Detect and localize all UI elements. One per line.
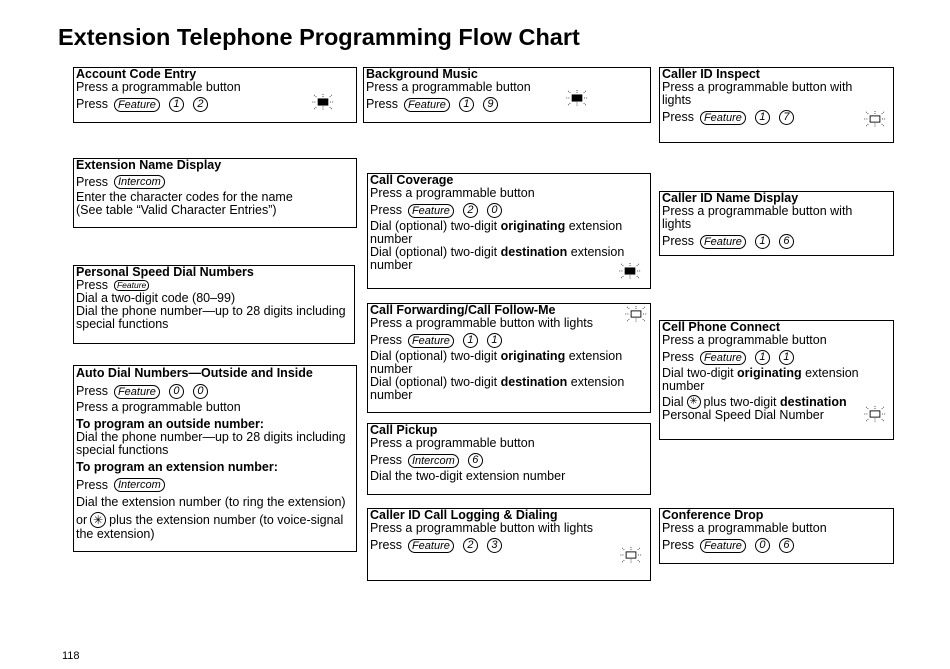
box-call-forwarding [367, 303, 651, 413]
box-title: Auto Dial Numbers—Outside and Inside [76, 366, 313, 380]
box-title: Extension Name Display [76, 158, 222, 172]
box-caller-id-call-logging [367, 508, 651, 581]
box-extension-name-display [73, 158, 357, 228]
digit-key: 3 [487, 538, 502, 553]
box-caller-id-name-display [659, 191, 894, 256]
instruction: number [662, 379, 705, 393]
digit-key: 6 [468, 453, 483, 468]
lamp-lit-icon [619, 263, 641, 279]
key-sequence [76, 478, 354, 492]
digit-key: 2 [193, 97, 208, 112]
instruction: Press a programmable button [370, 186, 535, 200]
box-title: Call Forwarding/Call Follow-Me [370, 303, 556, 317]
box-auto-dial-numbers [73, 365, 357, 552]
feature-key: Feature [404, 98, 450, 112]
lamp-lit-icon [566, 90, 588, 106]
press-label: Press [662, 234, 694, 248]
digit-key: 1 [755, 234, 770, 249]
lamp-lit-icon [312, 94, 334, 110]
instruction: special functions [76, 443, 169, 457]
instruction: number [370, 258, 413, 272]
instruction: Press a programmable button [662, 333, 827, 347]
box-title: Account Code Entry [76, 67, 197, 81]
box-call-pickup [367, 423, 651, 495]
instruction: Dial the extension number (to ring the extension) [76, 495, 346, 509]
box-background-music [363, 67, 651, 123]
instruction: Dial ✳ plus two-digit destination [662, 394, 847, 409]
instruction: Press a programmable button with [662, 204, 853, 218]
box-call-coverage [367, 173, 651, 289]
page-number: 118 [62, 650, 80, 662]
press-label: Press [370, 453, 402, 467]
press-label: Press [370, 333, 402, 347]
instruction: Dial (optional) two-digit originating extension [370, 349, 623, 363]
instruction: special functions [76, 317, 169, 331]
key-sequence [370, 453, 648, 468]
digit-key: 1 [169, 97, 184, 112]
key-sequence [370, 333, 648, 348]
box-title: Call Pickup [370, 423, 438, 437]
key-sequence [662, 350, 891, 365]
feature-key: Feature [114, 280, 149, 291]
lamp-flashing-icon [625, 306, 647, 322]
press-label: Press [76, 174, 108, 189]
press-label: Press [76, 477, 108, 492]
instruction: Dial (optional) two-digit destination extension [370, 375, 625, 389]
instruction: Dial (optional) two-digit destination extension [370, 245, 625, 259]
box-personal-speed-dial [73, 265, 355, 344]
press-label: Press [662, 110, 694, 124]
page-title: Extension Telephone Programming Flow Chart [58, 24, 580, 50]
box-title: Cell Phone Connect [662, 320, 781, 334]
press-label: Press [76, 384, 108, 398]
feature-key: Feature [700, 235, 746, 249]
instruction: Press a programmable button [76, 400, 241, 414]
box-title: Conference Drop [662, 508, 764, 522]
key-sequence [76, 175, 354, 189]
press-label: Press [662, 350, 694, 364]
intercom-key: Intercom [114, 478, 165, 492]
digit-key: 6 [779, 538, 794, 553]
feature-key: Feature [114, 385, 160, 399]
box-title: Personal Speed Dial Numbers [76, 265, 254, 279]
instruction: Press a programmable button [370, 436, 535, 450]
instruction: number [370, 362, 413, 376]
digit-key: 1 [755, 350, 770, 365]
digit-key: 6 [779, 234, 794, 249]
feature-key: Feature [408, 334, 454, 348]
press-label: Press [76, 278, 108, 292]
digit-key: 1 [779, 350, 794, 365]
key-sequence [662, 538, 891, 553]
box-account-code-entry [73, 67, 357, 123]
box-title: Caller ID Name Display [662, 191, 799, 205]
digit-key: 1 [463, 333, 478, 348]
instruction: number [370, 388, 413, 402]
instruction: Dial two-digit originating extension [662, 366, 859, 380]
instruction: Dial the two-digit extension number [370, 469, 566, 483]
digit-key: 7 [779, 110, 794, 125]
instruction: Dial a two-digit code (80–99) [76, 291, 236, 305]
digit-key: 2 [463, 538, 478, 553]
digit-key: 0 [487, 203, 502, 218]
instruction: the extension) [76, 527, 155, 541]
key-sequence [370, 538, 648, 553]
box-title: Call Coverage [370, 173, 454, 187]
key-sequence [662, 234, 891, 249]
key-sequence [662, 110, 891, 125]
subheading: To program an extension number: [76, 460, 278, 474]
instruction: Press a programmable button [366, 80, 531, 94]
feature-key: Feature [700, 111, 746, 125]
lamp-flashing-icon [864, 406, 886, 422]
digit-key: 9 [483, 97, 498, 112]
press-label: Press [76, 97, 108, 111]
lamp-flashing-icon [864, 111, 886, 127]
digit-key: 1 [755, 110, 770, 125]
instruction: Dial the phone number—up to 28 digits including [76, 430, 346, 444]
digit-key: 2 [463, 203, 478, 218]
box-title: Background Music [366, 67, 478, 81]
feature-key: Feature [700, 539, 746, 553]
instruction: Press a programmable button [662, 521, 827, 535]
feature-key: Feature [700, 351, 746, 365]
key-sequence [366, 97, 648, 112]
box-conference-drop [659, 508, 894, 564]
press-label: Press [370, 538, 402, 552]
digit-key: 0 [755, 538, 770, 553]
digit-key: 1 [459, 97, 474, 112]
instruction: lights [662, 93, 692, 107]
subheading: To program an outside number: [76, 417, 264, 431]
instruction: (See table “Valid Character Entries”) [76, 203, 277, 217]
box-title: Caller ID Inspect [662, 67, 760, 81]
star-key-icon: ✳ [687, 395, 701, 409]
instruction: Press a programmable button [76, 80, 241, 94]
box-cell-phone-connect [659, 320, 894, 440]
key-sequence [76, 384, 354, 399]
press-label: Press [366, 97, 398, 111]
box-caller-id-inspect [659, 67, 894, 143]
intercom-key: Intercom [114, 175, 165, 189]
lamp-flashing-icon [620, 547, 642, 563]
instruction: Dial the phone number—up to 28 digits including [76, 304, 346, 318]
instruction: Press a programmable button with lights [370, 316, 594, 330]
box-title: Caller ID Call Logging & Dialing [370, 508, 558, 522]
feature-key: Feature [408, 204, 454, 218]
star-key-icon: ✳ [90, 512, 106, 528]
feature-key: Feature [114, 98, 160, 112]
instruction: Enter the character codes for the name [76, 190, 293, 204]
key-sequence [370, 203, 648, 218]
digit-key: 0 [193, 384, 208, 399]
instruction: Press a programmable button with lights [370, 521, 594, 535]
instruction: lights [662, 217, 692, 231]
instruction: or ✳ plus the extension number (to voice-signal [76, 512, 344, 527]
instruction: number [370, 232, 413, 246]
instruction: Press a programmable button with [662, 80, 853, 94]
press-label: Press [662, 538, 694, 552]
instruction: Dial (optional) two-digit originating extension [370, 219, 623, 233]
digit-key: 1 [487, 333, 502, 348]
feature-key: Feature [408, 539, 454, 553]
press-label: Press [370, 203, 402, 217]
instruction: Personal Speed Dial Number [662, 408, 824, 422]
intercom-key: Intercom [408, 454, 459, 468]
digit-key: 0 [169, 384, 184, 399]
